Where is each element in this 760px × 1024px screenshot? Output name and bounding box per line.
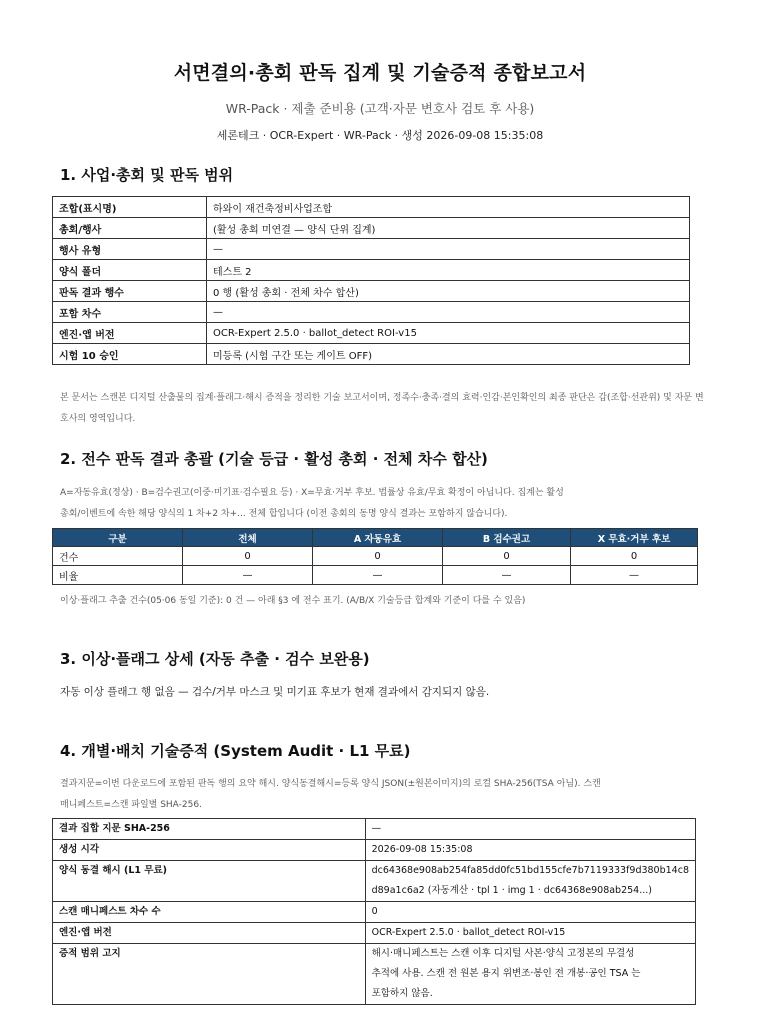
audit-key: 스캔 매니페스트 차수 수	[53, 902, 366, 923]
audit-value-line: 0	[371, 906, 378, 917]
summary-col-header: A 자동유효	[313, 529, 443, 547]
scope-key: 판독 결과 행수	[53, 281, 207, 302]
section4-desc-line1: 결과지문=이번 다운로드에 포함된 판독 행의 요약 해시. 양식동결해시=등록 양식 JSON(±원본이미지)의 로컬 SHA-256(TSA 아님). 스캔	[60, 779, 601, 789]
report-meta: 세론테크 · OCR-Expert · WR-Pack · 생성 2026-09-08 15:35:08	[216, 129, 544, 142]
scope-value: —	[207, 302, 690, 323]
section4-heading: 4. 개별·배치 기술증적 (System Audit · L1 무료)	[60, 742, 411, 760]
scope-value: 0 행 (활성 총회 · 전체 차수 합산)	[207, 281, 690, 302]
scope-row	[53, 239, 690, 260]
scope-key: 행사 유형	[53, 239, 207, 260]
scope-key: 엔진·앱 버전	[53, 323, 207, 344]
scope-row	[53, 281, 690, 302]
audit-value-line: dc64368e908ab254fa85dd0fc51bd155cfe7b7119333f9d380b14c8	[371, 865, 689, 876]
scope-row	[53, 218, 690, 239]
scope-row	[53, 260, 690, 281]
audit-value	[365, 861, 695, 902]
audit-key: 결과 집합 지문 SHA-256	[53, 819, 366, 840]
summary-cell: —	[183, 566, 313, 585]
scope-value: 하와이 재건축정비사업조합	[207, 197, 690, 218]
audit-value-line: 추적에 사용. 스캔 전 원본 용지 위변조·봉인 전 개봉·공인 TSA 는	[371, 968, 641, 979]
report-title: 서면결의·총회 판독 집계 및 기술증적 종합보고서	[173, 62, 587, 84]
summary-col-header: B 검수권고	[443, 529, 571, 547]
summary-cell: —	[313, 566, 443, 585]
scope-value: OCR-Expert 2.5.0 · ballot_detect ROI-v15	[207, 323, 690, 344]
scope-row	[53, 197, 690, 218]
section1-note: 본 문서는 스캔본 디지털 산출물의 집계·플래그·해시 증적을 정리한 기술 보고서이며, 정족수·충족·결의 효력·인감·본인확인의 최종 판단은 갑(조합·선관위) 및 자문 변호사의 영역입니다.	[60, 393, 704, 424]
section3-text: 자동 이상 플래그 행 없음 — 검수/거부 마스크 및 미기표 후보가 현재 결과에서 감지되지 않음.	[60, 686, 490, 698]
scope-key: 조합(표시명)	[53, 197, 207, 218]
scope-value: —	[207, 239, 690, 260]
audit-key: 증적 범위 고지	[53, 944, 366, 1005]
section2-footnote: 이상·플래그 추출 건수(05·06 동일 기준): 0 건 — 아래 §3 에 전수 표기. (A/B/X 기술등급 합계와 기준이 다를 수 있음)	[60, 596, 526, 606]
audit-row	[53, 944, 696, 1005]
audit-value-line: 2026-09-08 15:35:08	[371, 844, 473, 855]
audit-row	[53, 861, 696, 902]
scope-row	[53, 323, 690, 344]
audit-value-line: 포함하지 않음.	[371, 988, 433, 999]
scope-key: 시험 10 승인	[53, 344, 207, 365]
audit-table	[52, 818, 696, 1005]
audit-value-line: —	[371, 823, 382, 834]
section3-heading: 3. 이상·플래그 상세 (자동 추출 · 검수 보완용)	[60, 650, 370, 668]
summary-row-label: 건수	[53, 547, 183, 566]
summary-row	[53, 566, 698, 585]
audit-value-line: 해시·매니페스트는 스캔 이후 디지털 사본·양식 고정본의 무결성	[371, 948, 635, 959]
audit-value	[365, 819, 695, 840]
audit-value	[365, 840, 695, 861]
summary-cell: —	[443, 566, 571, 585]
audit-key: 양식 동결 해시 (L1 무료)	[53, 861, 366, 902]
section4-desc-line2: 매니페스트=스캔 파일별 SHA-256.	[60, 800, 202, 810]
audit-row	[53, 819, 696, 840]
scope-value: 미등록 (시험 구간 또는 게이트 OFF)	[207, 344, 690, 365]
summary-cell: —	[571, 566, 698, 585]
audit-row	[53, 840, 696, 861]
scope-value: 테스트 2	[207, 260, 690, 281]
audit-key: 엔진·앱 버전	[53, 923, 366, 944]
scope-key: 총회/행사	[53, 218, 207, 239]
summary-cell: 0	[443, 547, 571, 566]
summary-cell: 0	[313, 547, 443, 566]
audit-value	[365, 902, 695, 923]
section2-desc-line1: A=자동유효(정상) · B=검수권고(이중·미기표·검수필요 등) · X=무효·거부 후보. 법률상 유효/무효 확정이 아닙니다. 집계는 활성	[60, 488, 564, 498]
audit-value-line: OCR-Expert 2.5.0 · ballot_detect ROI-v15	[371, 927, 566, 938]
section2-desc-line2: 총회/이벤트에 속한 해당 양식의 1 차+2 차+... 전체 합입니다 (이전 총회의 동명 양식 결과는 포함하지 않습니다).	[60, 509, 508, 519]
audit-key: 생성 시각	[53, 840, 366, 861]
summary-cell: 0	[183, 547, 313, 566]
scope-row	[53, 302, 690, 323]
scope-key: 양식 폴더	[53, 260, 207, 281]
summary-cell: 0	[571, 547, 698, 566]
summary-col-header: 전체	[183, 529, 313, 547]
audit-row	[53, 923, 696, 944]
audit-value	[365, 923, 695, 944]
section2-heading: 2. 전수 판독 결과 총괄 (기술 등급 · 활성 총회 · 전체 차수 합산)	[60, 450, 488, 468]
summary-table	[52, 528, 698, 585]
audit-value-line: d89a1c6a2 (자동계산 · tpl 1 · img 1 · dc64368e908ab254...)	[371, 885, 652, 896]
report-subtitle: WR-Pack · 제출 준비용 (고객·자문 변호사 검토 후 사용)	[225, 101, 535, 116]
audit-row	[53, 902, 696, 923]
scope-key: 포함 차수	[53, 302, 207, 323]
scope-row	[53, 344, 690, 365]
scope-table	[52, 196, 690, 365]
summary-row-label: 비율	[53, 566, 183, 585]
summary-col-header: X 무효·거부 후보	[571, 529, 698, 547]
section1-heading: 1. 사업·총회 및 판독 범위	[60, 166, 234, 184]
summary-col-header: 구분	[53, 529, 183, 547]
scope-value: (활성 총회 미연결 — 양식 단위 집계)	[207, 218, 690, 239]
audit-value	[365, 944, 695, 1005]
summary-row	[53, 547, 698, 566]
